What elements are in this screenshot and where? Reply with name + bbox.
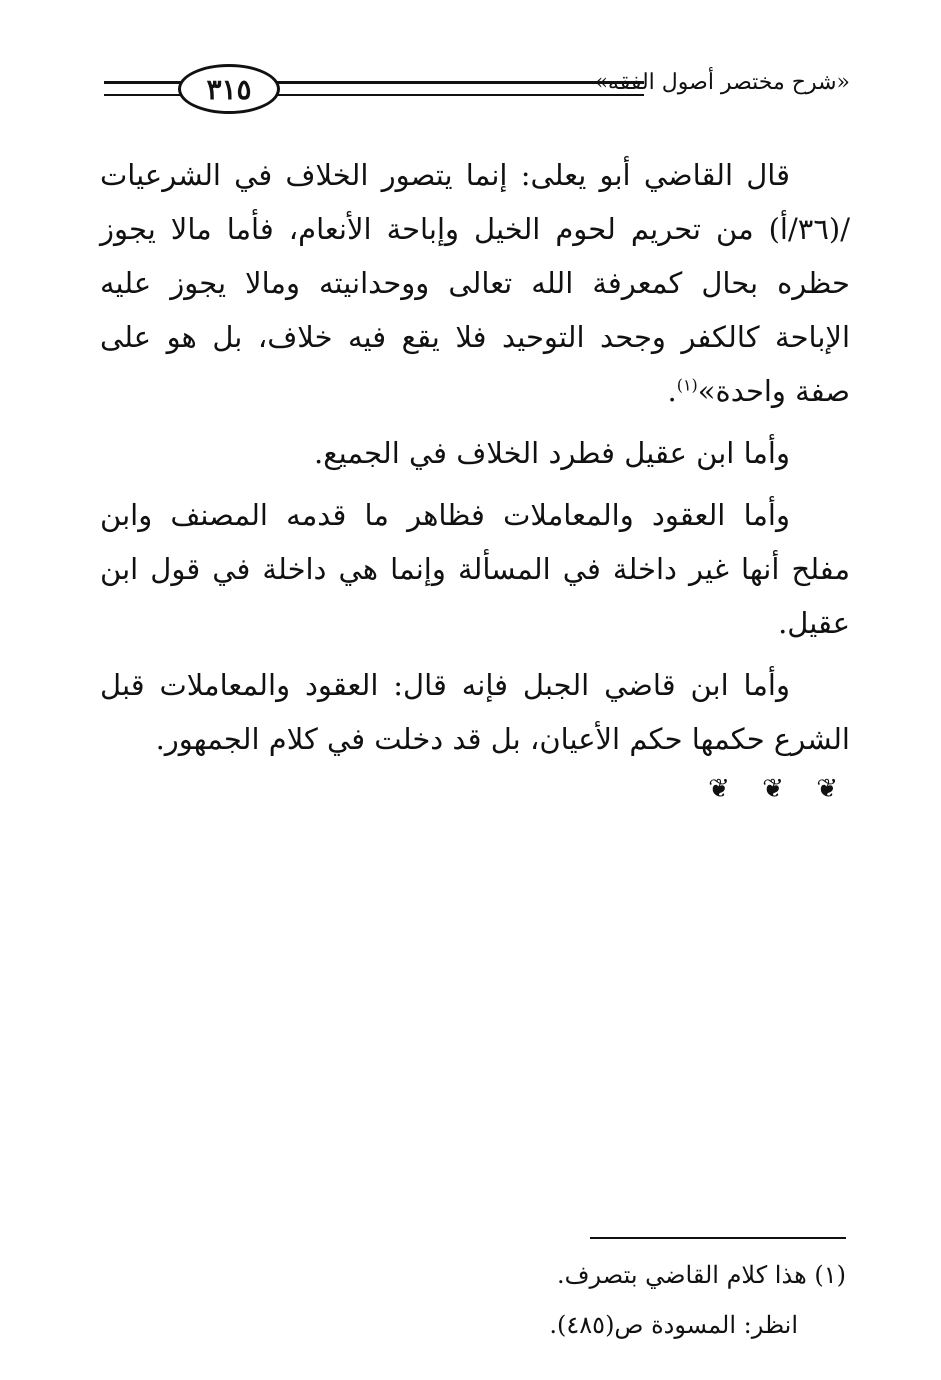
page-number-badge [178, 64, 280, 114]
footnote-1-continuation: انظر: المسودة ص(٤٨٥). [549, 1311, 798, 1339]
paragraph-3: وأما العقود والمعاملات فظاهر ما قدمه المصنف وابن مفلح أنها غير داخلة في المسألة وإنما هي داخلة في قول ابن عقيل. [100, 498, 850, 640]
paragraph-2: وأما ابن عقيل فطرد الخلاف في الجميع. [314, 436, 790, 470]
main-text [100, 148, 850, 804]
paragraph-4: وأما ابن قاضي الجبل فإنه قال: العقود والمعاملات قبل الشرع حكمها حكم الأعيان، بل قد دخلت في كلام الجمهور. [100, 668, 850, 756]
paragraph-1 [100, 148, 850, 418]
page-header [100, 60, 850, 120]
footnotes [246, 1250, 846, 1350]
footnote-separator [590, 1237, 846, 1239]
section-ornament-icon: ❦ ❦ ❦ [708, 774, 850, 804]
footnote-1: (١) هذا كلام القاضي بتصرف. [557, 1261, 846, 1289]
page-number: ٣١٥ [206, 72, 252, 106]
header-rule-right [266, 81, 644, 96]
paragraph-1-text: قال القاضي أبو يعلى: إنما يتصور الخلاف في الشرعيات /(٣٦/أ) من تحريم لحوم الخيل وإباحة الأنعام، فأما مالا يجوز حظره بحال كمعرفة الله تعالى ووحدانيته ومالا يجوز عليه الإباحة كالكفر وجحد التوحيد فلا يقع فيه خلاف، بل هو على صفة واحدة» [100, 158, 850, 408]
footnote-ref: (١) [676, 375, 698, 395]
book-title: «شرح مختصر أصول الفقه» [594, 70, 850, 95]
paragraph-1-end: . [667, 374, 677, 408]
